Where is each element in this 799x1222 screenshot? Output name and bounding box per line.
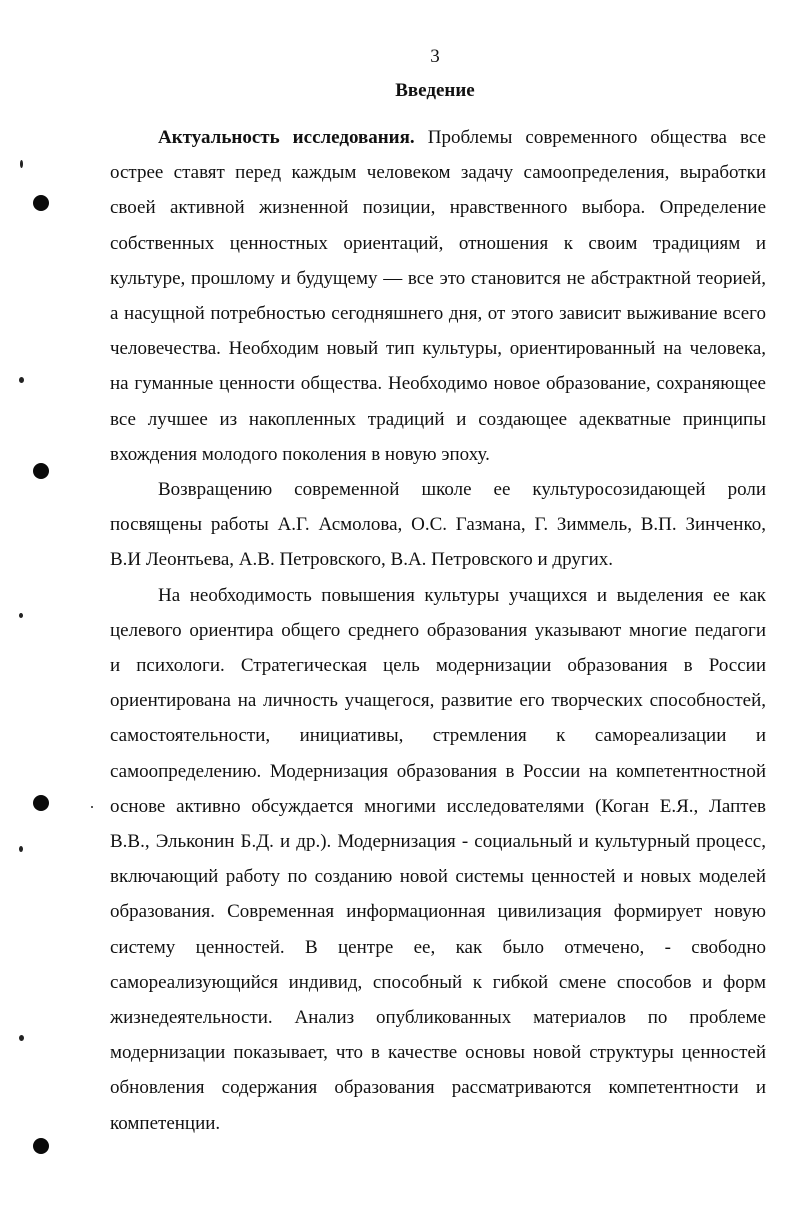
- text-line: На необходимость повышения культуры учащихся и выделения ее как: [158, 584, 766, 606]
- text-line: основе активно обсуждается многими исследователями (Коган Е.Я., Лаптев: [110, 795, 766, 817]
- text-line: человечества. Необходим новый тип культуры, ориентированный на человека,: [110, 338, 766, 360]
- text-line: культуре, прошлому и будущему — все это становится не абстрактной теорией,: [110, 267, 766, 289]
- text-line: модернизации показывает, что в качестве основы новой структуры ценностей: [110, 1042, 766, 1064]
- binder-hole-3: [33, 795, 49, 811]
- scan-speck: [91, 806, 93, 808]
- text-line: компетенции.: [110, 1112, 221, 1134]
- text-line: включающий работу по созданию новой системы ценностей и новых моделей: [110, 866, 766, 888]
- text-line: Возвращению современной школе ее культуросозидающей роли: [158, 479, 766, 501]
- text-line: вхождения молодого поколения в новую эпоху.: [110, 443, 490, 465]
- document-body: [110, 120, 766, 1141]
- binder-hole-2: [33, 463, 49, 479]
- text-line: своей активной жизненной позиции, нравственного выбора. Определение: [110, 197, 766, 219]
- text-line: а насущной потребностью сегодняшнего дня, от этого зависит выживание всего: [110, 303, 766, 325]
- text-line: Актуальность исследования. Проблемы современного общества все: [158, 127, 766, 148]
- scan-speck: [19, 377, 24, 383]
- text-line: систему ценностей. В центре ее, как было отмечено, - свободно: [110, 936, 766, 958]
- text-line: посвящены работы А.Г. Асмолова, О.С. Газмана, Г. Зиммель, В.П. Зинченко,: [110, 514, 766, 536]
- text-line: целевого ориентира общего среднего образования указывают многие педагоги: [110, 619, 766, 641]
- scan-speck: [19, 1035, 24, 1041]
- text-line: острее ставят перед каждым человеком задачу самоопределения, выработки: [110, 162, 766, 184]
- text-line: самоопределению. Модернизация образования в России на компетентностной: [110, 760, 766, 782]
- text-line: все лучшее из накопленных традиций и создающее адекватные принципы: [110, 408, 766, 430]
- text-line: на гуманные ценности общества. Необходимо новое образование, сохраняющее: [110, 373, 766, 395]
- page-number: 3: [430, 46, 440, 67]
- paragraph-lead: Актуальность исследования.: [158, 127, 415, 148]
- scan-speck: [20, 160, 23, 168]
- paragraph-relevance: [110, 120, 766, 472]
- paragraph-works: [110, 472, 766, 578]
- text-line: В.И Леонтьева, А.В. Петровского, В.А. Петровского и других.: [110, 549, 614, 571]
- paragraph-modernization: [110, 578, 766, 1141]
- scan-speck: [19, 846, 23, 852]
- section-heading: Введение: [395, 80, 475, 101]
- text-line: самостоятельности, инициативы, стремления к самореализации и: [110, 725, 766, 747]
- text-line: собственных ценностных ориентаций, отношения к своим традициям и: [110, 232, 766, 254]
- binder-hole-1: [33, 195, 49, 211]
- text-line: обновления содержания образования рассматриваются компетентности и: [110, 1077, 766, 1099]
- text-line: ориентирована на личность учащегося, развитие его творческих способностей,: [110, 690, 766, 712]
- text-line: самореализующийся индивид, способный к гибкой смене способов и форм: [110, 971, 766, 993]
- text-line: и психологи. Стратегическая цель модернизации образования в России: [110, 655, 766, 677]
- text-line: В.В., Эльконин Б.Д. и др.). Модернизация - социальный и культурный процесс,: [110, 831, 766, 853]
- text-line: образования. Современная информационная цивилизация формирует новую: [110, 901, 766, 923]
- scan-speck: [19, 613, 23, 618]
- binder-hole-4: [33, 1138, 49, 1154]
- text-line: жизнедеятельности. Анализ опубликованных материалов по проблеме: [110, 1007, 766, 1029]
